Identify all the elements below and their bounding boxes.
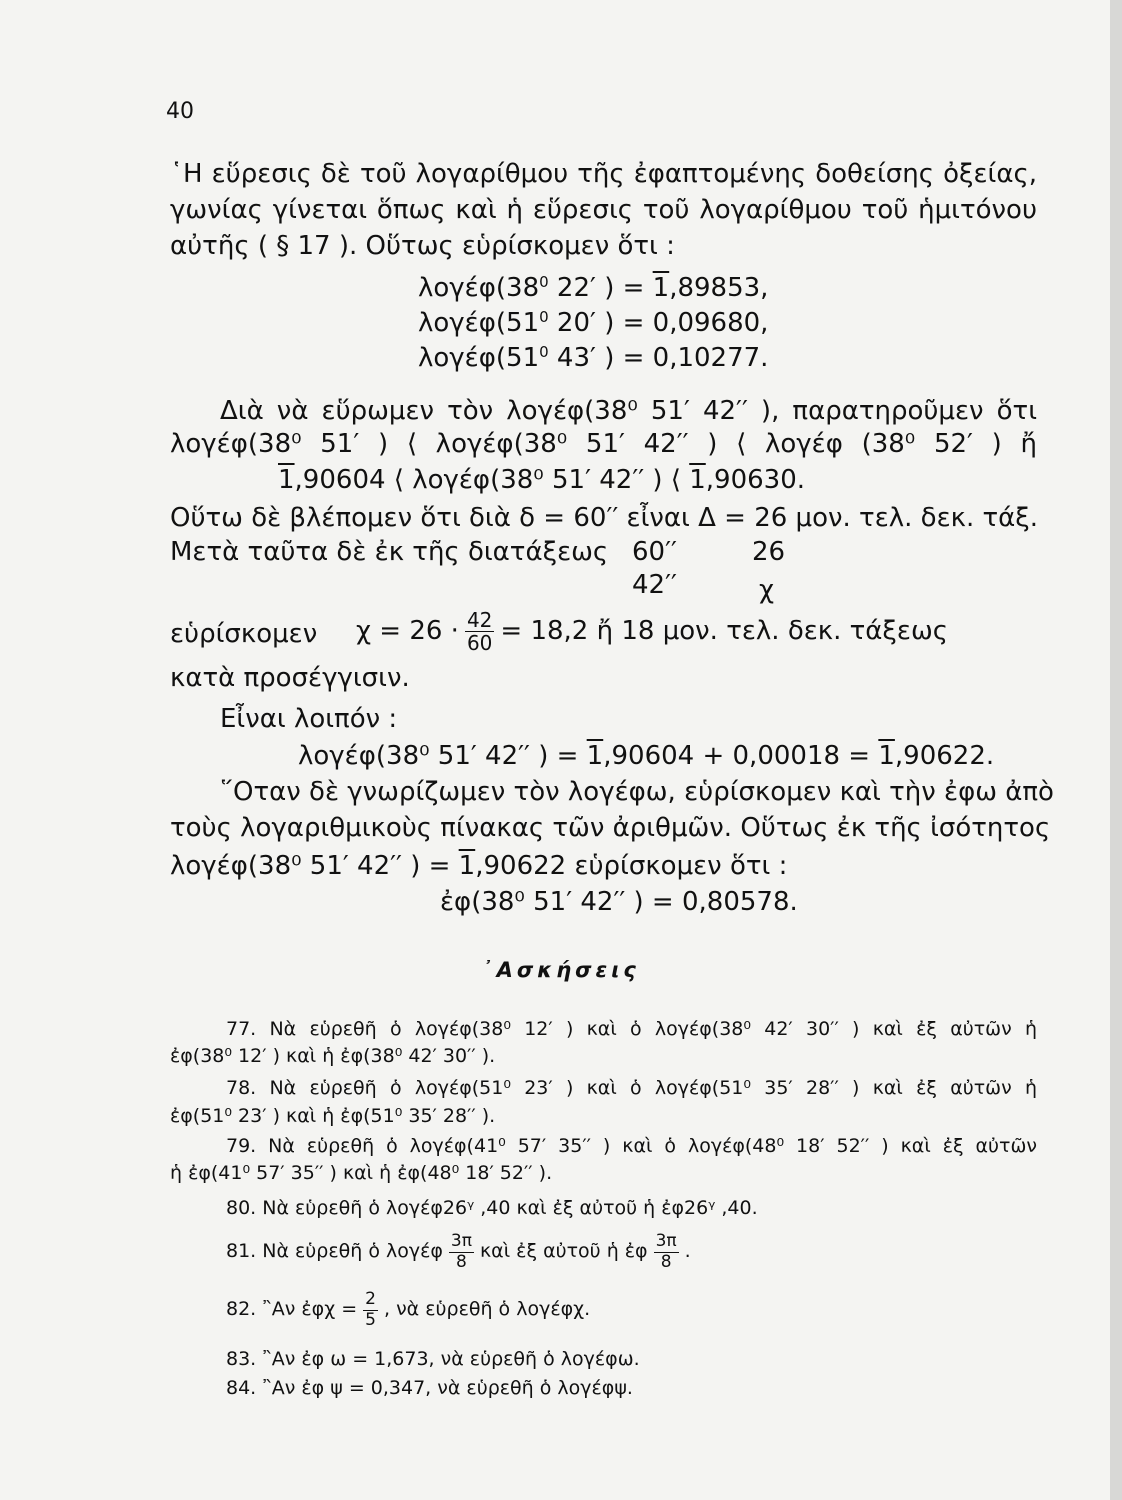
exercise-81: 81. Νὰ εὑρεθῆ ὁ λογέφ $\frac{3\pi}{8}$ καὶ ἐξ αὐτοῦ ἡ ἐφ $\frac{3\pi}{8}$ . <box>226 1230 691 1272</box>
therefore-line: Εἶναι λοιπόν : <box>220 704 398 734</box>
fraction-2-5: $\frac{2}{5}$ <box>365 1288 376 1330</box>
page-edge <box>1110 0 1122 1500</box>
table-r1c1: 60′′ <box>632 537 677 567</box>
exercise-79-line-1: 79. Νὰ εὑρεθῆ ὁ λογέφ(41⁰ 57′ 35′′ ) καὶ ὁ λογέφ(48⁰ 18′ 52′′ ) καὶ ἐξ αὐτῶν <box>226 1135 1037 1157</box>
exercise-82: 82. ῍Αν ἐφχ = $\frac{2}{5}$ , νὰ εὑρεθῆ ὁ λογέφχ. <box>226 1288 591 1330</box>
equation-3: $\lambda o\gamma έ\varphi(51^0$ 43′ ) = 0,10277. <box>418 343 769 373</box>
find-label: εὑρίσκομεν <box>170 619 318 649</box>
exercise-77-line-1: 77. Νὰ εὑρεθῆ ὁ λογέφ(38⁰ 12′ ) καὶ ὁ λογέφ(38⁰ 42′ 30′′ ) καὶ ἐξ αὐτῶν ἡ <box>226 1018 1037 1040</box>
para4-line-1: ῞Οταν δὲ γνωρίζωμεν τὸν λογέφω, εὑρίσκομεν καὶ τὴν ἐφω ἀπὸ <box>220 777 1054 807</box>
equation-2: $\lambda o\gamma έ\varphi(51^0$ 20′ ) = 0,09680, <box>418 308 769 338</box>
para2-line-2: λογέφ(38⁰ 51′ ) ⟨ λογέφ(38⁰ 51′ 42′′ ) ⟨ λογέφ (38⁰ 52′ ) ἤ <box>170 429 1037 459</box>
fraction-3pi-8: $\frac{3\pi}{8}$ <box>450 1230 472 1272</box>
inequality: 1,90604 ⟨ λογέφ(38⁰ 51′ 42′′ ) ⟨ 1,90630. <box>278 465 806 495</box>
exercise-84: 84. ῍Αν ἐφ ψ = 0,347, νὰ εὑρεθῆ ὁ λογέφψ. <box>226 1377 633 1399</box>
page-number: 40 <box>166 99 194 124</box>
para2-line-1: Διὰ νὰ εὕρωμεν τὸν λογέφ(38⁰ 51′ 42′′ ), παρατηροῦμεν ὅτι <box>220 396 1037 426</box>
exercise-78-line-2: ἐφ(51⁰ 23′ ) καὶ ἡ ἐφ(51⁰ 35′ 28′′ ). <box>170 1105 496 1127</box>
table-r1c2: 26 <box>752 537 786 567</box>
para4-line-3: λογέφ(38⁰ 51′ 42′′ ) = 1,90622 εὑρίσκομεν ὅτι : <box>170 851 788 881</box>
find-expression: χ = 26 · $\frac{42}{60}$ = 18,2 ἤ 18 μον. τελ. δεκ. τάξεως <box>356 607 949 655</box>
fraction-42-60: $\frac{42}{60}$ <box>466 607 493 655</box>
table-intro: Μετὰ ταῦτα δὲ ἐκ τῆς διατάξεως <box>170 537 609 567</box>
exercise-83: 83. ῍Αν ἐφ ω = 1,673, νὰ εὑρεθῆ ὁ λογέφω. <box>226 1348 640 1370</box>
equation-4: λογέφ(38⁰ 51′ 42′′ ) = 1,90604 + 0,00018 = 1,90622. <box>298 741 995 771</box>
exercise-78-line-1: 78. Νὰ εὑρεθῆ ὁ λογέφ(51⁰ 23′ ) καὶ ὁ λογέφ(51⁰ 35′ 28′′ ) καὶ ἐξ αὐτῶν ἡ <box>226 1077 1037 1099</box>
intro-line-1: ῾Η εὕρεσις δὲ τοῦ λογαρίθμου τῆς ἐφαπτομένης δοθείσης ὀξείας, <box>170 159 1037 189</box>
exercises-heading: ᾿Ασκήσεις <box>482 958 640 982</box>
table-r2c1: 42′′ <box>632 570 677 600</box>
table-r2c2: χ <box>759 575 775 605</box>
para4-line-2: τοὺς λογαριθμικοὺς πίνακας τῶν ἀριθμῶν. Οὕτως ἐκ τῆς ἰσότητος <box>170 813 1051 843</box>
equation-1: $\lambda o\gamma έ\varphi(38^0$ 22′ ) = 1,89853, <box>418 273 769 303</box>
intro-line-2: γωνίας γίνεται ὅπως καὶ ἡ εὕρεσις τοῦ λογαρίθμου τοῦ ἡμιτόνου <box>170 195 1037 225</box>
fraction-3pi-8-second: $\frac{3\pi}{8}$ <box>655 1230 677 1272</box>
exercise-79-line-2: ἡ ἐφ(41⁰ 57′ 35′′ ) καὶ ἡ ἐφ(48⁰ 18′ 52′′ ). <box>170 1162 553 1184</box>
approx-line: κατὰ προσέγγισιν. <box>170 663 410 693</box>
intro-line-3: αὐτῆς ( § 17 ). Οὕτως εὑρίσκομεν ὅτι : <box>170 231 675 261</box>
equation-5: ἐφ(38⁰ 51′ 42′′ ) = 0,80578. <box>440 887 798 917</box>
exercise-80: 80. Νὰ εὑρεθῆ ὁ λογέφ26ᵞ ,40 καὶ ἐξ αὐτοῦ ἡ ἐφ26ᵞ ,40. <box>226 1197 758 1219</box>
exercise-77-line-2: ἐφ(38⁰ 12′ ) καὶ ἡ ἐφ(38⁰ 42′ 30′′ ). <box>170 1045 496 1067</box>
para3: Οὕτω δὲ βλέπομεν ὅτι διὰ δ = 60′′ εἶναι Δ = 26 μον. τελ. δεκ. τάξ. <box>170 503 1039 533</box>
